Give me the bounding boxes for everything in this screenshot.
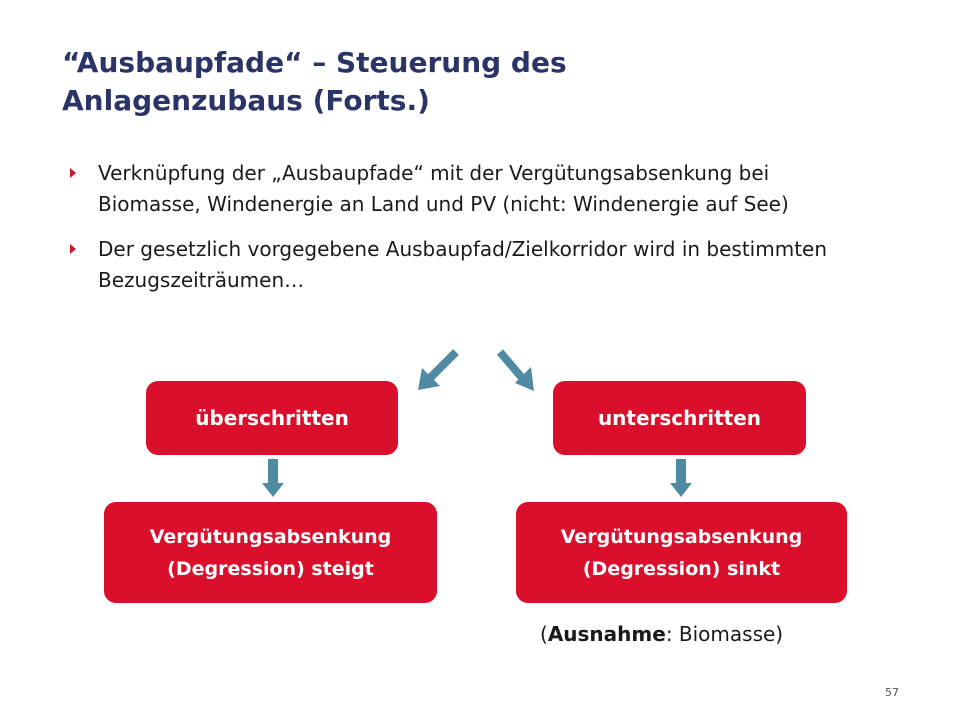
degression-decrease-box (516, 502, 847, 603)
arrow-down-icon (670, 459, 692, 497)
degression-decrease-line-2: (Degression) sinkt (582, 557, 781, 580)
exception-note (540, 622, 783, 646)
undershot-label: unterschritten (597, 406, 762, 430)
exception-note-open: ( (540, 622, 548, 646)
degression-decrease-line-1: Vergütungsabsenkung (560, 525, 803, 548)
degression-increase-box (104, 502, 437, 603)
exception-note-bold: Ausnahme (547, 622, 666, 646)
exceeded-label: überschritten (195, 406, 349, 430)
page-number: 57 (885, 686, 899, 699)
arrow-down-right-icon (500, 352, 534, 391)
arrow-down-left-icon (418, 352, 456, 390)
undershot-box (553, 381, 806, 455)
exception-note-rest: : Biomasse) (665, 622, 784, 646)
title-line-2: Anlagenzubaus (Forts.) (62, 84, 430, 117)
bullet-text-2: Der gesetzlich vorgegebene Ausbaupfad/Zielkorridor wird in bestimmten Bezugszeiträumen… (98, 237, 828, 292)
arrow-down-icon (262, 459, 284, 497)
bullet-text-1: Verknüpfung der „Ausbaupfade“ mit der Vergütungsabsenkung bei Biomasse, Windenergie an Land und PV (nicht: Windenergie auf See) (98, 161, 789, 216)
title-line-1: “Ausbaupfade“ – Steuerung des (62, 46, 567, 79)
degression-increase-line-1: Vergütungsabsenkung (149, 525, 392, 548)
exceeded-box (146, 381, 398, 455)
degression-increase-line-2: (Degression) steigt (167, 557, 374, 580)
